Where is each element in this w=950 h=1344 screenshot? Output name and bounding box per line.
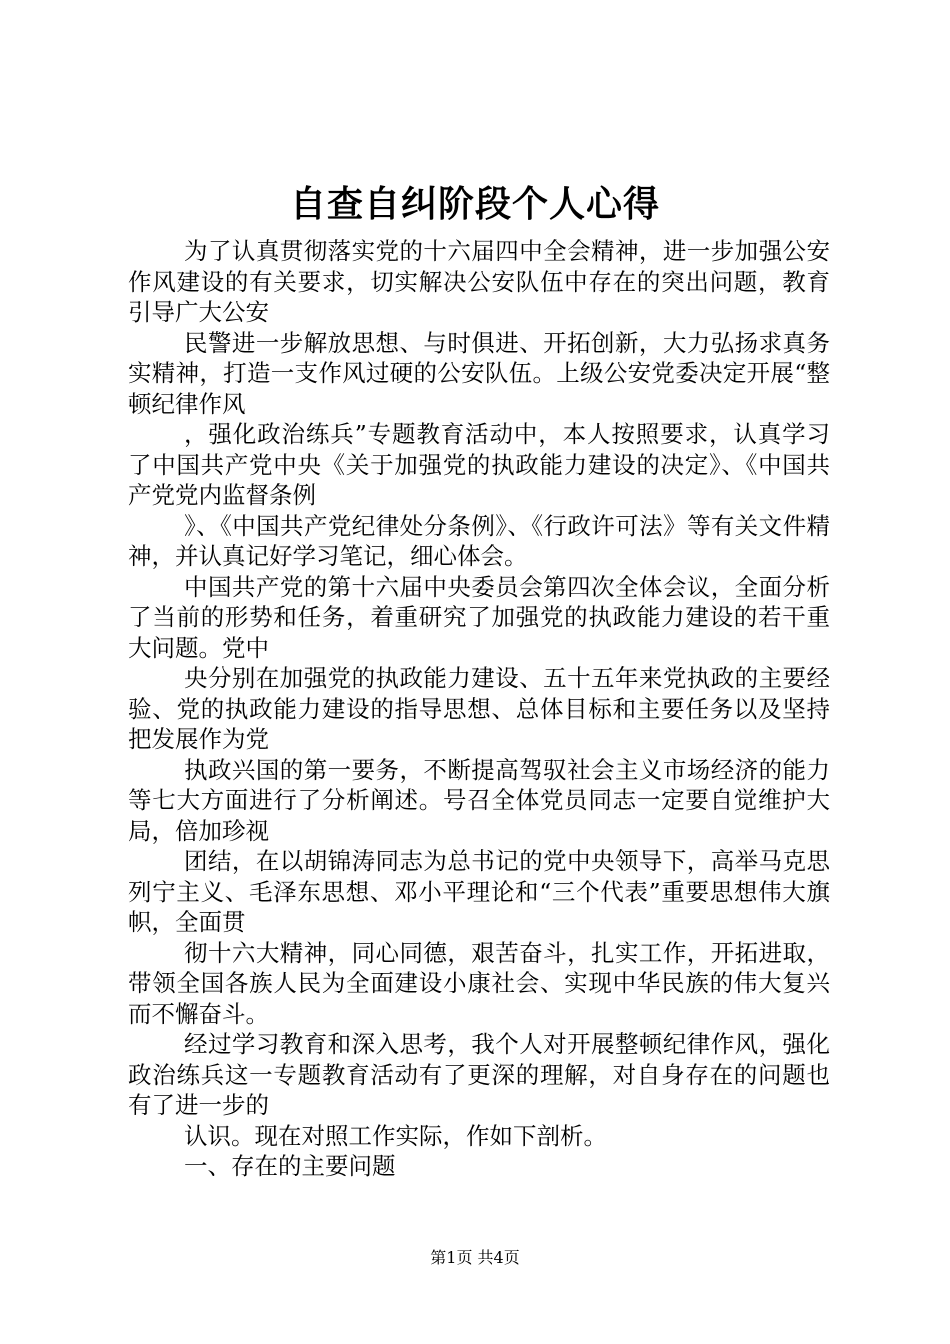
document-title: 自查自纠阶段个人心得 <box>289 184 660 225</box>
paragraph: 央分别在加强党的执政能力建设、五十五年来党执政的主要经验、党的执政能力建设的指导思想、总体目标和主要任务以及坚持把发展作为党 <box>128 664 830 753</box>
paragraph: 执政兴国的第一要务，不断提高驾驭社会主义市场经济的能力等七大方面进行了分析阐述。号召全体党员同志一定要自觉维护大局，倍加珍视 <box>128 755 830 845</box>
paragraph: 认识。现在对照工作实际，作如下剖析。 <box>184 1121 607 1150</box>
paragraph: 民警进一步解放思想、与时俱进、开拓创新，大力弘扬求真务实精神，打造一支作风过硬的公安队伍。上级公安党委决定开展“整顿纪律作风 <box>128 328 830 418</box>
paragraph: ，强化政治练兵”专题教育活动中，本人按照要求，认真学习了中国共产党中央《关于加强党的执政能力建设的决定》、《中国共产党党内监督条例 <box>128 420 830 509</box>
paragraph: 为了认真贯彻落实党的十六届四中全会精神，进一步加强公安作风建设的有关要求，切实解决公安队伍中存在的突出问题，教育引导广大公安 <box>128 237 830 326</box>
paragraph: 彻十六大精神，同心同德，艰苦奋斗，扎实工作，开拓进取，带领全国各族人民为全面建设小康社会、实现中华民族的伟大复兴而不懈奋斗。 <box>128 938 830 1028</box>
paragraph: 》、《中国共产党纪律处分条例》、《行政许可法》等有关文件精神，并认真记好学习笔记，细心体会。 <box>128 511 830 570</box>
paragraph: 经过学习教育和深入思考，我个人对开展整顿纪律作风，强化政治练兵这一专题教育活动有了更深的理解，对自身存在的问题也有了进一步的 <box>128 1030 830 1119</box>
paragraph: 中国共产党的第十六届中央委员会第四次全体会议，全面分析了当前的形势和任务，着重研究了加强党的执政能力建设的若干重大问题。党中 <box>128 572 830 662</box>
section-heading: 一、存在的主要问题 <box>184 1152 396 1180</box>
page-footer: 第1页 共4页 <box>430 1248 520 1267</box>
paragraph: 团结，在以胡锦涛同志为总书记的党中央领导下，高举马克思列宁主义、毛泽东思想、邓小平理论和“三个代表”重要思想伟大旗帜，全面贯 <box>128 847 830 936</box>
document-body <box>128 236 830 1182</box>
